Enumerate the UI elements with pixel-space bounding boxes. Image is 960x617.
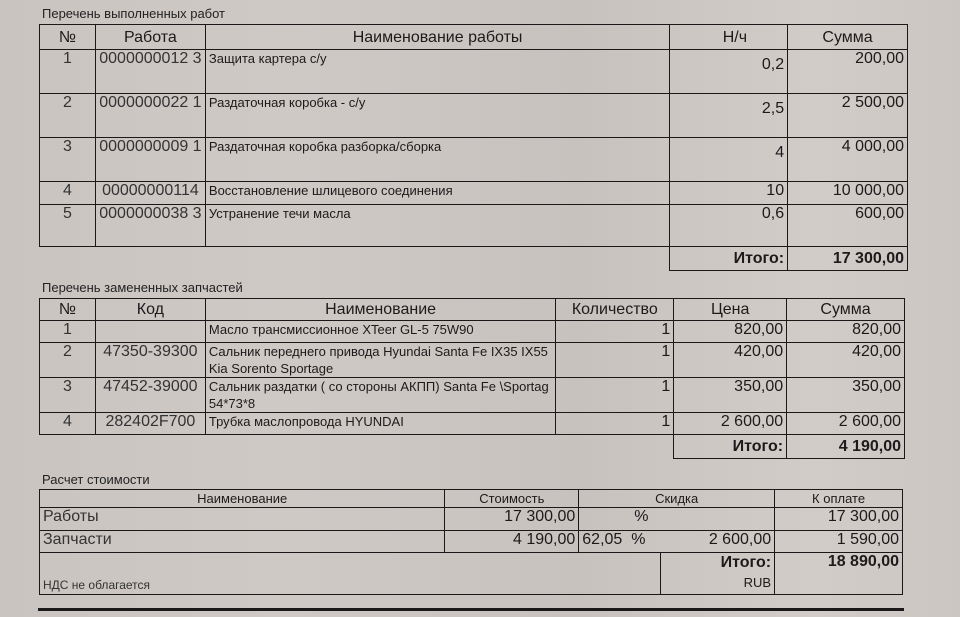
works-row (40, 94, 908, 138)
work-code: 0000000022 1 (95, 94, 205, 138)
calc-section-title: Расчет стоимости (42, 472, 150, 487)
part-code: 47452-39000 (95, 378, 205, 413)
calc-name: Работы (40, 508, 445, 531)
parts-table (39, 298, 905, 459)
works-table (39, 24, 908, 271)
calc-row (40, 531, 903, 553)
calc-total-value: 18 890,00 (775, 553, 903, 595)
calc-total-row (40, 553, 903, 595)
part-name: Сальник раздатки ( со стороны АКПП) Santa Fe \Sportag 54*73*8 (205, 378, 555, 413)
col-sum: Сумма (787, 299, 905, 321)
row-number: 2 (40, 343, 96, 378)
parts-section-title: Перечень замененных запчастей (42, 280, 243, 295)
parts-total-row (40, 435, 905, 459)
work-code: 0000000009 1 (95, 138, 205, 182)
col-cost: Стоимость (445, 490, 579, 508)
part-qty: 1 (556, 321, 674, 343)
part-code: 282402F700 (95, 413, 205, 435)
part-price: 420,00 (674, 343, 787, 378)
col-work-code: Работа (95, 25, 205, 50)
calc-name: Запчасти (40, 531, 445, 553)
work-hours: 0,2 (670, 50, 788, 94)
col-code: Код (95, 299, 205, 321)
work-code: 0000000012 3 (95, 50, 205, 94)
work-sum: 200,00 (788, 50, 908, 94)
col-no: № (40, 299, 96, 321)
parts-total-label: Итого: (674, 435, 787, 459)
calc-total-label: Итого: (720, 554, 772, 571)
works-total-row (40, 247, 908, 271)
row-number: 1 (40, 50, 96, 94)
part-name: Трубка маслопровода HYUNDAI (205, 413, 555, 435)
col-to-pay: К оплате (775, 490, 903, 508)
work-hours: 0,6 (670, 205, 788, 247)
work-name: Устранение течи масла (205, 205, 669, 247)
parts-row (40, 343, 905, 378)
part-name: Масло трансмиссионное XTeer GL-5 75W90 (205, 321, 555, 343)
calc-to-pay: 17 300,00 (775, 508, 903, 531)
row-number: 4 (40, 413, 96, 435)
col-name: Наименование (205, 299, 555, 321)
calc-row (40, 508, 903, 531)
work-sum: 4 000,00 (788, 138, 908, 182)
part-sum: 350,00 (787, 378, 905, 413)
part-price: 2 600,00 (674, 413, 787, 435)
works-total-value: 17 300,00 (788, 247, 908, 271)
row-number: 3 (40, 138, 96, 182)
work-name: Раздаточная коробка разборка/сборка (205, 138, 669, 182)
calc-table (39, 489, 903, 595)
part-name: Сальник переднего привода Hyundai Santa Fe IX35 IX55 Kia Sorento Sportage (205, 343, 555, 378)
row-number: 3 (40, 378, 96, 413)
parts-row (40, 413, 905, 435)
work-name: Раздаточная коробка - с/у (205, 94, 669, 138)
parts-header-row (40, 299, 905, 321)
col-sum: Сумма (788, 25, 908, 50)
col-price: Цена (674, 299, 787, 321)
part-price: 820,00 (674, 321, 787, 343)
col-qty: Количество (556, 299, 674, 321)
calc-discount-sum: 2 600,00 (661, 531, 775, 553)
vat-note: НДС не облагается (40, 553, 579, 595)
col-discount: Скидка (579, 490, 775, 508)
works-total-label: Итого: (670, 247, 788, 271)
parts-row (40, 378, 905, 413)
works-row (40, 50, 908, 94)
calc-discount-percent: % (579, 508, 775, 531)
calc-cost: 17 300,00 (445, 508, 579, 531)
currency-label: RUB (743, 575, 772, 590)
part-code (95, 321, 205, 343)
calc-cost: 4 190,00 (445, 531, 579, 553)
row-number: 5 (40, 205, 96, 247)
work-hours: 4 (670, 138, 788, 182)
work-sum: 10 000,00 (788, 182, 908, 205)
work-name: Восстановление шлицевого соединения (205, 182, 669, 205)
part-qty: 1 (556, 378, 674, 413)
col-hours: Н/ч (670, 25, 788, 50)
part-qty: 1 (556, 343, 674, 378)
calc-to-pay: 1 590,00 (775, 531, 903, 553)
parts-total-value: 4 190,00 (787, 435, 905, 459)
work-code: 0000000038 3 (95, 205, 205, 247)
work-sum: 2 500,00 (788, 94, 908, 138)
row-number: 2 (40, 94, 96, 138)
part-sum: 420,00 (787, 343, 905, 378)
parts-row (40, 321, 905, 343)
part-sum: 2 600,00 (787, 413, 905, 435)
works-row (40, 138, 908, 182)
col-work-name: Наименование работы (205, 25, 669, 50)
work-code: 00000000114 (95, 182, 205, 205)
works-row (40, 205, 908, 247)
work-hours: 2,5 (670, 94, 788, 138)
part-qty: 1 (556, 413, 674, 435)
col-no: № (40, 25, 96, 50)
works-section-title: Перечень выполненных работ (42, 6, 226, 21)
row-number: 1 (40, 321, 96, 343)
part-price: 350,00 (674, 378, 787, 413)
row-number: 4 (40, 182, 96, 205)
work-name: Защита картера с/у (205, 50, 669, 94)
works-header-row (40, 25, 908, 50)
bottom-divider (38, 608, 904, 611)
calc-discount-percent: 62,05 % (579, 531, 661, 553)
calc-header-row (40, 490, 903, 508)
col-name: Наименование (40, 490, 445, 508)
part-sum: 820,00 (787, 321, 905, 343)
work-sum: 600,00 (788, 205, 908, 247)
works-row (40, 182, 908, 205)
part-code: 47350-39300 (95, 343, 205, 378)
work-hours: 10 (670, 182, 788, 205)
